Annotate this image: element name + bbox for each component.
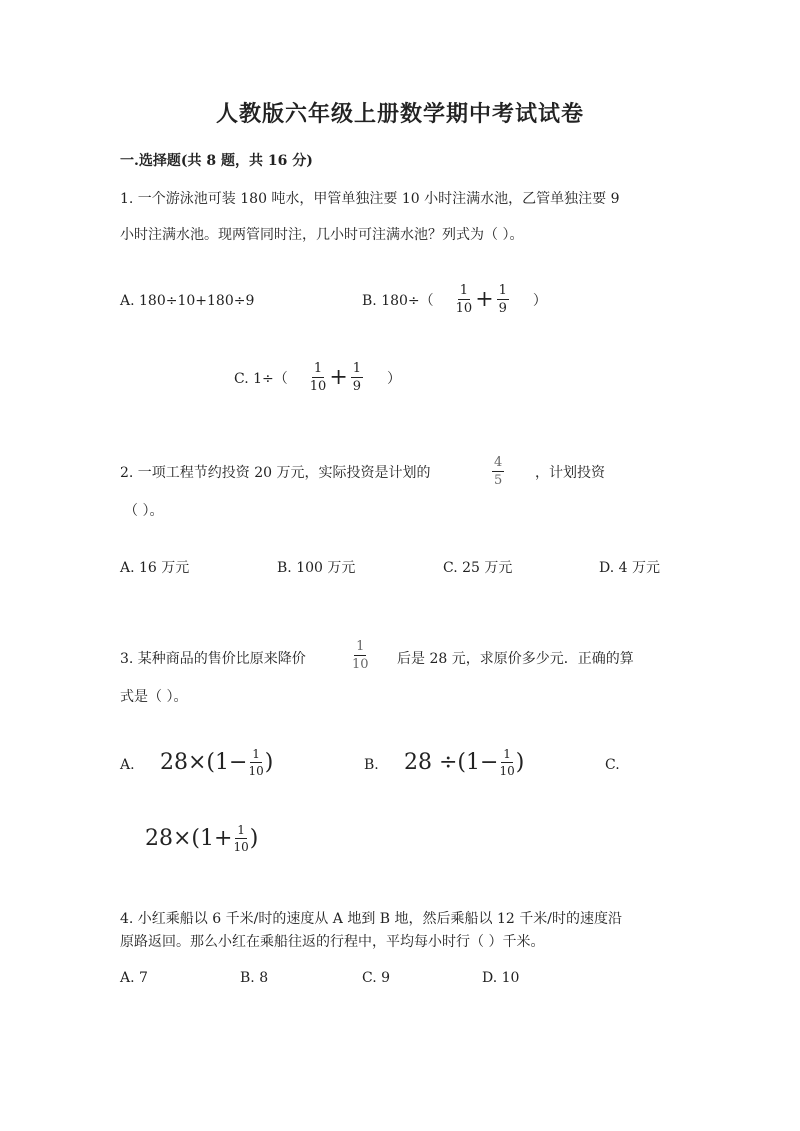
q4-text-line2: 原路返回。那么小红在乘船往返的行程中，平均每小时行（ ）千米。 — [120, 934, 545, 950]
q1-option-c-fraction-1: $\frac{1}{10}$ — [309, 361, 327, 394]
q2-option-d[interactable]: D. 4 万元 — [599, 560, 660, 576]
q1-text-line2: 小时注满水池。现两管同时注，几小时可注满水池？列式为（ ）。 — [120, 227, 524, 243]
q1-option-c-prefix: C. 1÷（ — [234, 370, 288, 387]
q4-text-line1: 4. 小红乘船以 6 千米/时的速度从 A 地到 B 地，然后乘船以 12 千米/时的速度沿 — [120, 911, 622, 927]
q2-option-b[interactable]: B. 100 万元 — [277, 560, 356, 576]
q3-option-b-label[interactable]: B. — [364, 757, 379, 773]
q1-option-c-plus: + — [329, 365, 348, 390]
q1-option-a[interactable]: A. 180÷10+180÷9 — [120, 293, 255, 309]
q1-option-b-suffix: ） — [532, 292, 547, 309]
q1-option-b-plus: + — [475, 287, 494, 312]
q3-text-line1a: 3. 某种商品的售价比原来降价 — [120, 651, 306, 667]
q1-option-c-suffix: ） — [387, 370, 402, 387]
q2-option-a[interactable]: A. 16 万元 — [120, 560, 190, 576]
q3-option-a-expression[interactable]: 28×(1− $\frac{1}{10}$ ) — [160, 747, 274, 778]
q3-fraction: $\frac{1}{10}$ — [352, 639, 369, 672]
page-title: 人教版六年级上册数学期中考试试卷 — [215, 101, 584, 127]
section-heading: 一.选择题(共 8 题，共 16 分) — [120, 153, 313, 169]
q3-option-c-label[interactable]: C. — [605, 757, 620, 773]
q1-option-b-prefix: B. 180÷（ — [362, 292, 434, 309]
q1-option-c[interactable] — [234, 362, 401, 393]
q1-text-line1: 1. 一个游泳池可装 180 吨水，甲管单独注要 10 小时注满水池，乙管单独注要 9 — [120, 191, 620, 207]
q2-option-c[interactable]: C. 25 万元 — [443, 560, 513, 576]
q4-option-a[interactable]: A. 7 — [120, 970, 148, 986]
q2-text-line2: （ ）。 — [124, 503, 164, 519]
q3-text-line2: 式是（ ）。 — [120, 689, 188, 705]
q1-option-b-fraction-2: $\frac{1}{9}$ — [498, 283, 507, 316]
q4-option-b[interactable]: B. 8 — [240, 970, 269, 986]
q1-option-c-fraction-2: $\frac{1}{9}$ — [352, 361, 362, 394]
q1-option-b-fraction-1: $\frac{1}{10}$ — [455, 283, 473, 316]
q3-text-line1b: 后是 28 元，求原价多少元．正确的算 — [397, 651, 634, 667]
q4-option-c[interactable]: C. 9 — [362, 970, 391, 986]
q2-text-line1b: ，计划投资 — [535, 465, 605, 481]
q3-option-b-expression[interactable]: 28 ÷(1− $\frac{1}{10}$ ) — [404, 747, 525, 778]
q3-option-c-expression[interactable]: 28×(1+ $\frac{1}{10}$ ) — [145, 823, 259, 854]
q4-option-d[interactable]: D. 10 — [482, 970, 520, 986]
q3-option-a-label[interactable]: A. — [120, 757, 135, 773]
q1-option-b[interactable] — [362, 284, 547, 315]
q2-fraction: $\frac{4}{5}$ — [494, 455, 503, 488]
q2-text-line1a: 2. 一项工程节约投资 20 万元，实际投资是计划的 — [120, 465, 431, 481]
